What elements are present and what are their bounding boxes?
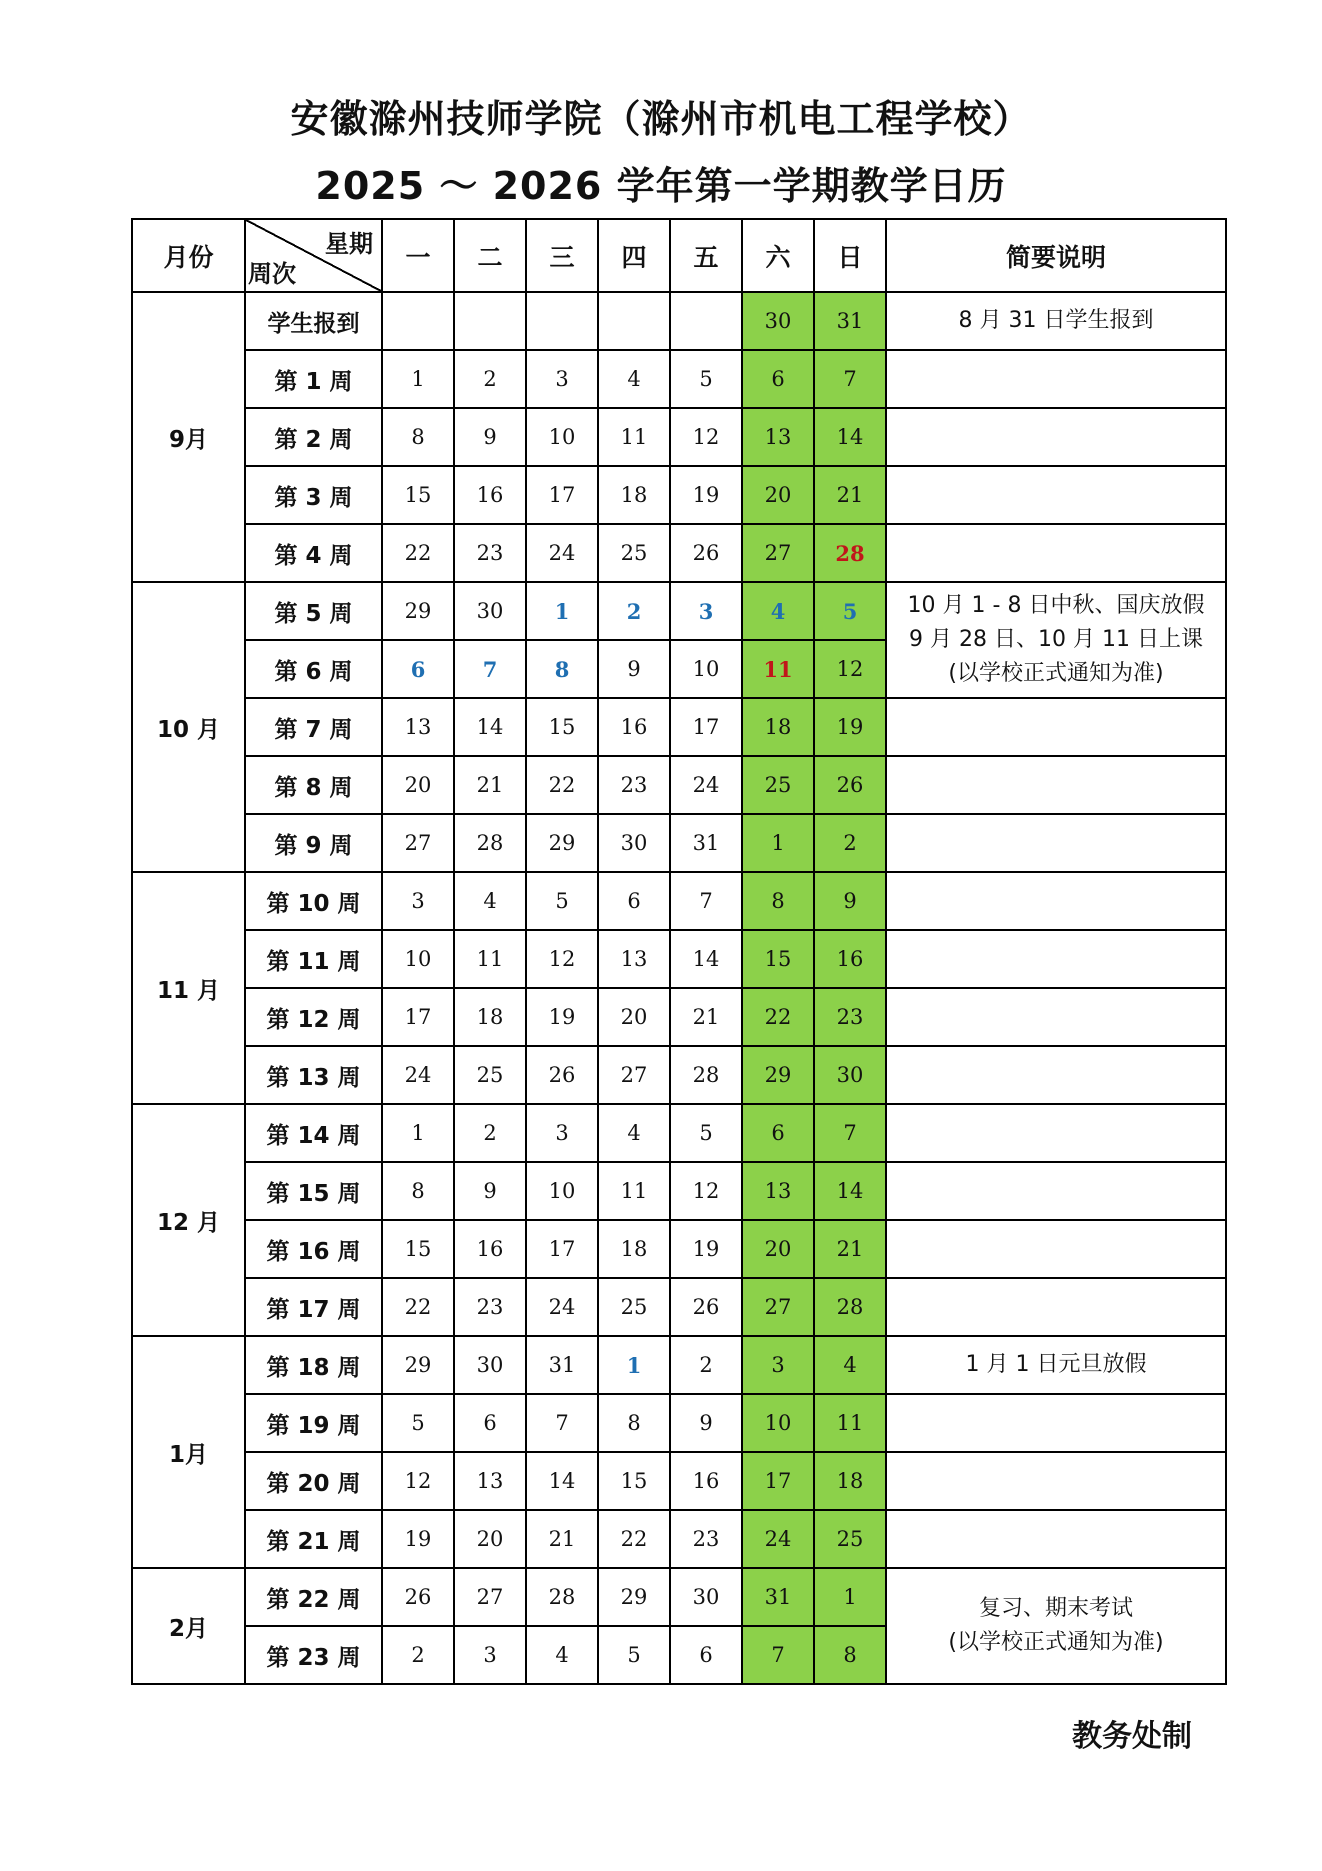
table-row [132,756,1226,814]
note-cell [886,930,1226,988]
holiday-day-cell: 5 [814,582,886,640]
day-cell: 25 [742,756,814,814]
day-cell: 25 [598,524,670,582]
day-cell: 17 [670,698,742,756]
weekday-header-label: 星期 [325,230,373,258]
day-cell: 13 [454,1452,526,1510]
day-cell: 11 [814,1394,886,1452]
day-cell: 30 [454,582,526,640]
table-row [132,582,1226,640]
day-cell: 21 [670,988,742,1046]
holiday-day-cell: 4 [742,582,814,640]
week-label: 第 23 周 [245,1626,382,1684]
day-cell: 24 [670,756,742,814]
table-row [132,466,1226,524]
day-cell [454,292,526,350]
holiday-day-cell: 7 [454,640,526,698]
day-cell: 3 [454,1626,526,1684]
table-row [132,292,1226,350]
day-cell: 16 [670,1452,742,1510]
week-label: 第 15 周 [245,1162,382,1220]
day-cell: 19 [670,1220,742,1278]
month-cell-dec: 12 月 [132,1104,245,1336]
note-cell [886,524,1226,582]
day-cell: 2 [454,350,526,408]
day-cell: 24 [382,1046,454,1104]
month-cell-jan: 1月 [132,1336,245,1568]
week-label: 第 22 周 [245,1568,382,1626]
day-cell: 18 [742,698,814,756]
week-label: 第 10 周 [245,872,382,930]
note-cell [886,1220,1226,1278]
day-cell: 3 [526,1104,598,1162]
week-label: 第 19 周 [245,1394,382,1452]
day-cell: 25 [598,1278,670,1336]
day-cell: 31 [670,814,742,872]
day-cell: 31 [814,292,886,350]
day-cell: 15 [526,698,598,756]
weekday-tue: 二 [454,219,526,292]
day-cell: 2 [814,814,886,872]
note-cell [886,408,1226,466]
day-cell: 1 [742,814,814,872]
week-label: 第 12 周 [245,988,382,1046]
day-cell: 29 [526,814,598,872]
day-cell: 11 [598,1162,670,1220]
day-cell: 20 [454,1510,526,1568]
note-cell [886,466,1226,524]
note-line: 复习、期末考试 [978,1596,1133,1621]
day-cell: 11 [454,930,526,988]
note-national-day [886,582,1226,698]
weeknum-header-label: 周次 [248,260,296,288]
day-cell: 18 [814,1452,886,1510]
day-cell: 25 [454,1046,526,1104]
note-line: 9 月 28 日、10 月 11 日上课 [909,627,1203,652]
day-cell: 16 [454,1220,526,1278]
day-cell: 11 [598,408,670,466]
day-cell: 14 [454,698,526,756]
calendar-title-line1: 安徽滁州技师学院（滁州市机电工程学校） [290,97,1032,141]
holiday-day-cell: 8 [526,640,598,698]
day-cell: 12 [814,640,886,698]
day-cell: 4 [598,350,670,408]
weekday-thu: 四 [598,219,670,292]
month-cell-sep: 9月 [132,292,245,582]
day-cell: 19 [382,1510,454,1568]
day-cell: 21 [454,756,526,814]
day-cell: 7 [670,872,742,930]
week-label: 第 13 周 [245,1046,382,1104]
day-cell: 2 [670,1336,742,1394]
note-line: 10 月 1 - 8 日中秋、国庆放假 [907,593,1205,618]
table-row [132,408,1226,466]
holiday-day-cell: 1 [526,582,598,640]
day-cell: 6 [742,1104,814,1162]
day-cell: 13 [598,930,670,988]
note-line: (以学校正式通知为准) [948,1630,1164,1655]
day-cell: 20 [742,1220,814,1278]
weekday-sun: 日 [814,219,886,292]
day-cell: 8 [814,1626,886,1684]
makeup-workday-cell: 11 [742,640,814,698]
day-cell: 24 [526,524,598,582]
day-cell: 28 [526,1568,598,1626]
day-cell: 26 [814,756,886,814]
day-cell: 6 [454,1394,526,1452]
day-cell: 30 [814,1046,886,1104]
week-label: 第 6 周 [245,640,382,698]
day-cell: 22 [382,1278,454,1336]
day-cell [670,292,742,350]
day-cell: 15 [382,1220,454,1278]
day-cell: 5 [670,1104,742,1162]
day-cell: 10 [742,1394,814,1452]
day-cell: 22 [382,524,454,582]
day-cell: 27 [598,1046,670,1104]
day-cell: 24 [742,1510,814,1568]
note-cell [886,988,1226,1046]
day-cell: 8 [382,1162,454,1220]
day-cell: 12 [382,1452,454,1510]
table-row [132,524,1226,582]
month-cell-feb: 2月 [132,1568,245,1684]
day-cell: 19 [814,698,886,756]
day-cell: 10 [670,640,742,698]
week-label: 第 7 周 [245,698,382,756]
table-row [132,872,1226,930]
note-cell [886,1046,1226,1104]
day-cell: 22 [598,1510,670,1568]
table-row [132,698,1226,756]
day-cell: 17 [742,1452,814,1510]
day-cell: 5 [382,1394,454,1452]
day-cell: 12 [526,930,598,988]
day-cell: 26 [382,1568,454,1626]
day-cell: 10 [382,930,454,988]
day-cell: 28 [814,1278,886,1336]
day-cell: 23 [598,756,670,814]
note-cell [886,1452,1226,1510]
day-cell: 20 [598,988,670,1046]
day-cell: 7 [814,350,886,408]
day-cell [382,292,454,350]
table-row [132,988,1226,1046]
table-row [132,1568,1226,1626]
note-cell [886,1394,1226,1452]
weekday-fri: 五 [670,219,742,292]
day-cell: 29 [382,582,454,640]
teaching-calendar-table [131,218,1227,1685]
day-cell: 20 [742,466,814,524]
day-cell: 9 [670,1394,742,1452]
day-cell: 31 [742,1568,814,1626]
makeup-workday-cell: 28 [814,524,886,582]
table-row [132,1278,1226,1336]
day-cell: 4 [454,872,526,930]
note-cell [886,814,1226,872]
day-cell: 26 [526,1046,598,1104]
day-cell: 9 [598,640,670,698]
day-cell: 4 [598,1104,670,1162]
day-cell: 4 [526,1626,598,1684]
day-cell: 13 [382,698,454,756]
day-cell: 7 [526,1394,598,1452]
day-cell: 3 [742,1336,814,1394]
day-cell: 22 [526,756,598,814]
week-label: 第 4 周 [245,524,382,582]
weekday-mon: 一 [382,219,454,292]
week-label: 第 14 周 [245,1104,382,1162]
day-cell: 22 [742,988,814,1046]
day-cell: 9 [814,872,886,930]
day-cell: 18 [454,988,526,1046]
day-cell: 19 [670,466,742,524]
day-cell: 27 [454,1568,526,1626]
day-cell: 7 [814,1104,886,1162]
day-cell: 1 [382,1104,454,1162]
week-label: 第 18 周 [245,1336,382,1394]
table-row [132,1162,1226,1220]
calendar-title-line2: 2025 ～ 2026 学年第一学期教学日历 [315,164,1007,208]
holiday-day-cell: 6 [382,640,454,698]
day-cell: 5 [598,1626,670,1684]
day-cell: 26 [670,524,742,582]
day-cell: 21 [526,1510,598,1568]
day-cell: 29 [742,1046,814,1104]
week-label: 学生报到 [245,292,382,350]
day-cell: 20 [382,756,454,814]
day-cell: 15 [382,466,454,524]
month-cell-nov: 11 月 [132,872,245,1104]
note-cell [886,698,1226,756]
weekday-wed: 三 [526,219,598,292]
table-row [132,814,1226,872]
week-label: 第 3 周 [245,466,382,524]
day-cell: 8 [742,872,814,930]
table-row [132,930,1226,988]
day-cell: 15 [598,1452,670,1510]
day-cell: 27 [742,1278,814,1336]
day-cell: 23 [814,988,886,1046]
day-cell: 6 [670,1626,742,1684]
table-row [132,1510,1226,1568]
week-label: 第 16 周 [245,1220,382,1278]
day-cell: 13 [742,1162,814,1220]
note-cell [886,1278,1226,1336]
day-cell: 12 [670,1162,742,1220]
day-cell: 14 [814,1162,886,1220]
day-cell: 14 [670,930,742,988]
weekday-sat: 六 [742,219,814,292]
month-header: 月份 [132,219,245,292]
day-cell: 21 [814,466,886,524]
day-cell: 1 [814,1568,886,1626]
week-label: 第 21 周 [245,1510,382,1568]
day-cell: 26 [670,1278,742,1336]
note-registration: 8 月 31 日学生报到 [886,292,1226,350]
day-cell: 14 [526,1452,598,1510]
day-cell: 7 [742,1626,814,1684]
day-cell: 17 [526,1220,598,1278]
day-cell: 10 [526,408,598,466]
day-cell: 8 [598,1394,670,1452]
day-cell: 16 [454,466,526,524]
table-row [132,1452,1226,1510]
table-row [132,1220,1226,1278]
week-label: 第 9 周 [245,814,382,872]
week-label: 第 2 周 [245,408,382,466]
day-cell: 16 [598,698,670,756]
month-cell-oct: 10 月 [132,582,245,872]
note-cell [886,350,1226,408]
day-cell: 2 [454,1104,526,1162]
day-cell: 17 [382,988,454,1046]
day-cell: 24 [526,1278,598,1336]
day-cell: 4 [814,1336,886,1394]
day-cell: 13 [742,408,814,466]
day-cell [598,292,670,350]
day-cell: 23 [454,524,526,582]
day-cell: 5 [526,872,598,930]
day-cell: 8 [382,408,454,466]
note-exam [886,1568,1226,1684]
day-cell: 27 [742,524,814,582]
week-label: 第 17 周 [245,1278,382,1336]
week-label: 第 1 周 [245,350,382,408]
day-cell: 30 [454,1336,526,1394]
table-row [132,1046,1226,1104]
note-cell [886,756,1226,814]
week-label: 第 20 周 [245,1452,382,1510]
day-cell: 17 [526,466,598,524]
day-cell: 5 [670,350,742,408]
day-cell: 3 [526,350,598,408]
day-cell: 18 [598,466,670,524]
day-cell: 31 [526,1336,598,1394]
day-cell [526,292,598,350]
note-cell [886,872,1226,930]
day-cell: 28 [454,814,526,872]
day-cell: 6 [742,350,814,408]
day-cell: 27 [382,814,454,872]
table-row [132,1394,1226,1452]
note-new-year: 1 月 1 日元旦放假 [886,1336,1226,1394]
table-row [132,1336,1226,1394]
day-cell: 23 [670,1510,742,1568]
week-label: 第 11 周 [245,930,382,988]
day-cell: 12 [670,408,742,466]
note-cell [886,1104,1226,1162]
table-row [132,1104,1226,1162]
day-cell: 15 [742,930,814,988]
day-cell: 30 [598,814,670,872]
holiday-day-cell: 1 [598,1336,670,1394]
week-label: 第 8 周 [245,756,382,814]
day-cell: 23 [454,1278,526,1336]
day-cell: 14 [814,408,886,466]
day-cell: 16 [814,930,886,988]
week-label: 第 5 周 [245,582,382,640]
table-row [132,350,1226,408]
day-cell: 18 [598,1220,670,1278]
day-cell: 25 [814,1510,886,1568]
day-cell: 30 [742,292,814,350]
day-cell: 30 [670,1568,742,1626]
note-cell [886,1162,1226,1220]
holiday-day-cell: 3 [670,582,742,640]
day-cell: 9 [454,1162,526,1220]
week-weekday-header [245,219,382,292]
holiday-day-cell: 2 [598,582,670,640]
day-cell: 29 [382,1336,454,1394]
header-row [132,219,1226,292]
day-cell: 29 [598,1568,670,1626]
issuer-footer: 教务处制 [1072,1719,1192,1754]
day-cell: 10 [526,1162,598,1220]
day-cell: 9 [454,408,526,466]
note-line: (以学校正式通知为准) [948,661,1164,686]
day-cell: 6 [598,872,670,930]
day-cell: 1 [382,350,454,408]
day-cell: 19 [526,988,598,1046]
note-cell [886,1510,1226,1568]
day-cell: 21 [814,1220,886,1278]
day-cell: 28 [670,1046,742,1104]
notes-header: 简要说明 [886,219,1226,292]
day-cell: 2 [382,1626,454,1684]
day-cell: 3 [382,872,454,930]
